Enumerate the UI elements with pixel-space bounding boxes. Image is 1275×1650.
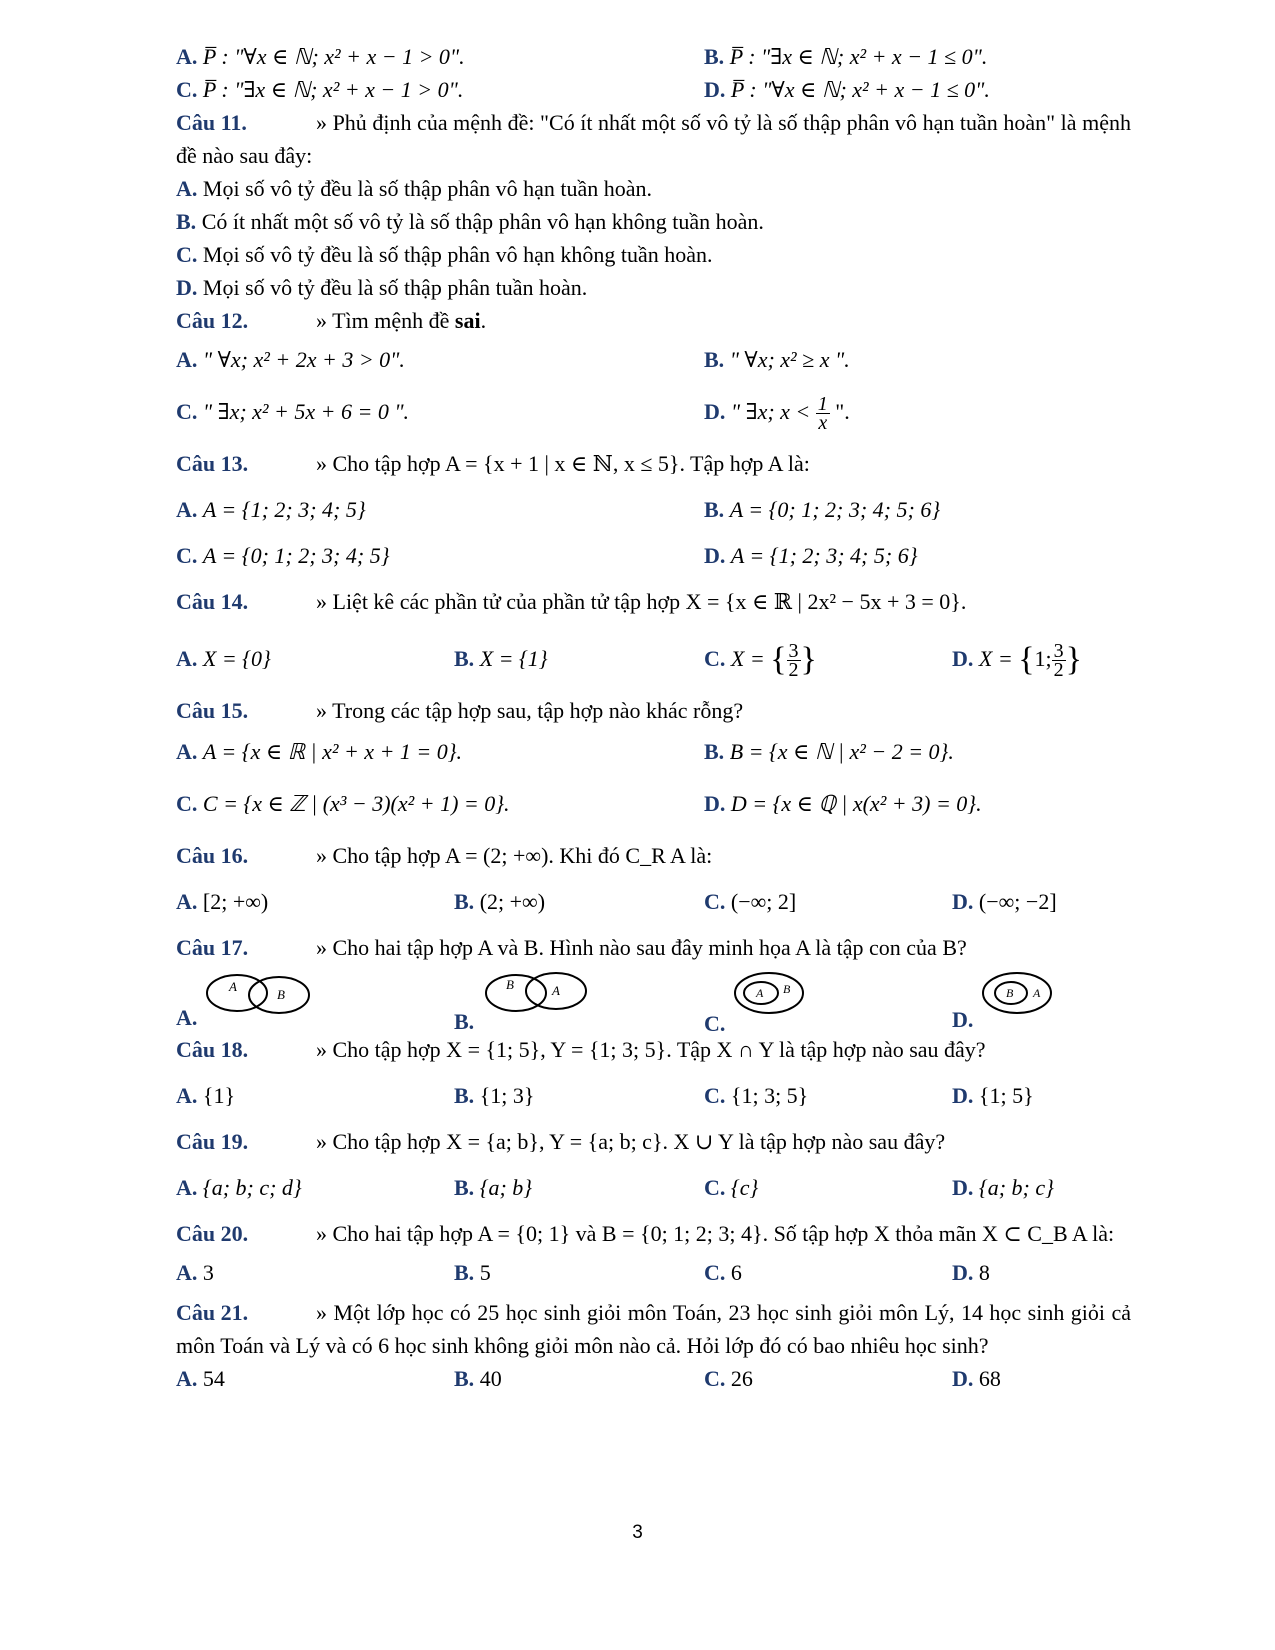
q10-option-d: D. P̅ : "∀x ∈ ℕ; x² + x − 1 ≤ 0". — [704, 77, 990, 102]
q11-option-d: D. Mọi số vô tỷ đều là số thập phân tuần hoàn. — [176, 275, 588, 300]
q18-option-d: D. {1; 5} — [952, 1083, 1034, 1108]
q13-options-row-2 — [176, 533, 1131, 579]
worksheet-page — [176, 40, 1131, 1395]
q19-option-b: B. {a; b} — [454, 1175, 533, 1200]
svg-text:B: B — [276, 987, 285, 1002]
svg-text:B: B — [1005, 986, 1014, 1000]
svg-text:B: B — [782, 982, 791, 996]
q13-options-row-1 — [176, 487, 1131, 533]
q11-option-b: B. Có ít nhất một số vô tỷ là số thập phân vô hạn không tuần hoàn. — [176, 209, 764, 234]
q12-options-row-2 — [176, 383, 1131, 441]
q15-option-a: A. A = {x ∈ ℝ | x² + x + 1 = 0}. — [176, 739, 463, 764]
venn-subset-diagram — [731, 971, 811, 1017]
q11-question: Câu 11. » Phủ định của mệnh đề: "Có ít nhất một số vô tỷ là số thập phân vô hạn tuần hoàn" là mệnh đề nào sau đây: — [176, 110, 1131, 168]
q13-option-d: D. A = {1; 2; 3; 4; 5; 6} — [704, 543, 918, 568]
q19-option-a: A. {a; b; c; d} — [176, 1175, 302, 1200]
q15-option-b: B. B = {x ∈ ℕ | x² − 2 = 0}. — [704, 739, 954, 764]
q16-option-a: A. [2; +∞) — [176, 889, 269, 914]
q10-option-c: C. P̅ : "∃x ∈ ℕ; x² + x − 1 > 0". — [176, 77, 464, 102]
q15-options-row-1 — [176, 729, 1131, 775]
q14-option-c: C. X = { $\frac{3}{2}$ } — [704, 640, 817, 682]
q15-options-row-2 — [176, 775, 1131, 833]
q13-option-c: C. A = {0; 1; 2; 3; 4; 5} — [176, 543, 390, 568]
q13-option-a: A. A = {1; 2; 3; 4; 5} — [176, 497, 366, 522]
fraction: $\frac{3}{2}$ — [1053, 640, 1064, 682]
q17-option-c: C. A B — [704, 971, 811, 1059]
q16-option-b: B. (2; +∞) — [454, 889, 546, 914]
q20-option-b: B. 5 — [454, 1260, 491, 1285]
q13-option-b: B. A = {0; 1; 2; 3; 4; 5; 6} — [704, 497, 941, 522]
q17-option-b: B. B A — [454, 971, 590, 1057]
svg-text:B: B — [505, 977, 514, 992]
q11-option-c: C. Mọi số vô tỷ đều là số thập phân vô hạn không tuần hoàn. — [176, 242, 713, 267]
q21-option-b: B. 40 — [454, 1366, 502, 1391]
q20-option-d: D. 8 — [952, 1260, 990, 1285]
q16-options-row — [176, 879, 1131, 925]
q18-question: Câu 18. » Cho tập hợp X = {1; 5}, Y = {1; 3; 5}. Tập X ∩ Y là tập hợp nào sau đây? — [176, 1037, 986, 1062]
q19-options-row — [176, 1165, 1131, 1211]
q16-question: Câu 16. » Cho tập hợp A = (2; +∞). Khi đó C_R A là: — [176, 843, 713, 868]
q14-option-a: A. X = {0} — [176, 646, 271, 671]
q10-options-row-2 — [176, 73, 1131, 106]
venn-overlap-diagram — [203, 971, 313, 1017]
q17-option-a: A. A B — [176, 971, 313, 1053]
q18-option-b: B. {1; 3} — [454, 1083, 535, 1108]
q12-option-b: B. " ∀x; x² ≥ x ". — [704, 347, 850, 372]
q17-question: Câu 17. » Cho hai tập hợp A và B. Hình nào sau đây minh họa A là tập con của B? — [176, 935, 967, 960]
svg-text:A: A — [755, 986, 764, 1000]
q12-option-a: A. " ∀x; x² + 2x + 3 > 0". — [176, 347, 405, 372]
q14-option-d: D. X = {1; $\frac{3}{2}$ } — [952, 640, 1082, 682]
svg-text:A: A — [228, 979, 237, 994]
q21-question: Câu 21. » Một lớp học có 25 học sinh giỏi môn Toán, 23 học sinh giỏi môn Lý, 14 học sinh giỏi cả môn Toán và Lý và có 6 học sinh không giỏi môn nào cả. Hỏi lớp đó có bao nhiêu học sinh? — [176, 1300, 1131, 1358]
q15-option-d: D. D = {x ∈ ℚ | x(x² + 3) = 0}. — [704, 791, 982, 816]
svg-text:A: A — [1032, 986, 1041, 1000]
q21-option-a: A. 54 — [176, 1366, 225, 1391]
venn-overlap-diagram — [480, 971, 590, 1017]
q12-options-row-1 — [176, 337, 1131, 383]
q11-option-a: A. Mọi số vô tỷ đều là số thập phân vô hạn tuần hoàn. — [176, 176, 652, 201]
q10-options-row-1 — [176, 40, 1131, 73]
q20-option-a: A. 3 — [176, 1260, 214, 1285]
q14-options-row — [176, 625, 1131, 693]
q20-options-row — [176, 1250, 1131, 1296]
q21-option-c: C. 26 — [704, 1366, 753, 1391]
q15-option-c: C. C = {x ∈ ℤ | (x³ − 3)(x² + 1) = 0}. — [176, 791, 510, 816]
q12-option-d: D. " ∃x; x < $\frac{1}{x}$ ". — [704, 393, 850, 435]
page-number: 3 — [632, 1522, 643, 1543]
q12-option-c: C. " ∃x; x² + 5x + 6 = 0 ". — [176, 399, 410, 424]
q20-option-c: C. 6 — [704, 1260, 742, 1285]
q12-question: Câu 12. » Tìm mệnh đề sai. — [176, 308, 487, 333]
svg-text:A: A — [551, 983, 560, 998]
q18-options-row — [176, 1073, 1131, 1119]
q19-option-d: D. {a; b; c} — [952, 1175, 1054, 1200]
q13-question: Câu 13. » Cho tập hợp A = {x + 1 | x ∈ ℕ, x ≤ 5}. Tập hợp A là: — [176, 451, 810, 476]
q19-option-c: C. {c} — [704, 1175, 759, 1200]
fraction: $\frac{1}{x}$ — [817, 393, 828, 435]
q20-question: Câu 20. » Cho hai tập hợp A = {0; 1} và B = {0; 1; 2; 3; 4}. Số tập hợp X thỏa mãn X ⊂ C_B A là: — [176, 1221, 1115, 1246]
q15-question: Câu 15. » Trong các tập hợp sau, tập hợp nào khác rỗng? — [176, 698, 744, 723]
q10-option-b: B. P̅ : "∃x ∈ ℕ; x² + x − 1 ≤ 0". — [704, 44, 988, 69]
q14-option-b: B. X = {1} — [454, 646, 548, 671]
venn-subset-diagram — [979, 971, 1059, 1017]
q21-options-row — [176, 1362, 1131, 1395]
q16-option-c: C. (−∞; 2] — [704, 889, 797, 914]
q17-options-row — [176, 971, 1131, 1036]
q10-option-a: A. P̅ : "∀x ∈ ℕ; x² + x − 1 > 0". — [176, 44, 465, 69]
q17-option-d: D. B A — [952, 971, 1059, 1055]
q16-option-d: D. (−∞; −2] — [952, 889, 1057, 914]
q19-question: Câu 19. » Cho tập hợp X = {a; b}, Y = {a; b; c}. X ∪ Y là tập hợp nào sau đây? — [176, 1129, 946, 1154]
q18-option-a: A. {1} — [176, 1083, 236, 1108]
q14-question: Câu 14. » Liệt kê các phần tử của phần tử tập hợp X = {x ∈ ℝ | 2x² − 5x + 3 = 0}. — [176, 589, 967, 614]
q21-option-d: D. 68 — [952, 1366, 1001, 1391]
fraction: $\frac{3}{2}$ — [788, 640, 799, 682]
q18-option-c: C. {1; 3; 5} — [704, 1083, 809, 1108]
